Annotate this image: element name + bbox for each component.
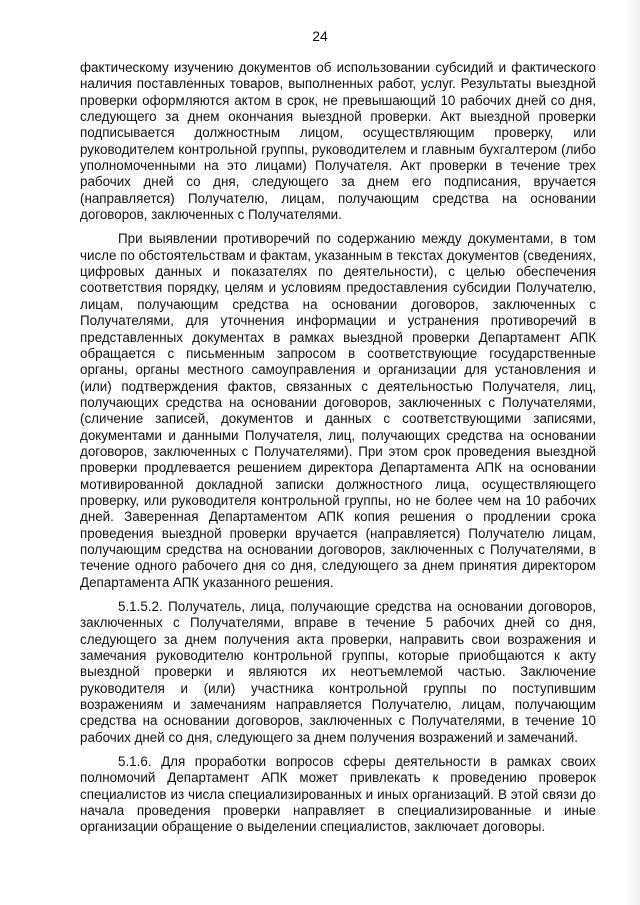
paragraph: 5.1.5.2. Получатель, лица, получающие средства на основании договоров, заключенных с Получателями, вправе в течение 5 рабочих дней со дня, следующего за днем получения акта проверки, направить свои возражения и замечания руководителю контрольной группы, которые приобщаются к акту выездной проверки и являются их неотъемлемой частью. Заключение руководителя и (или) участника контрольной группы по поступившим возражениям и замечаниям направляется Получателю, лицам, получающим средства на основании договоров, заключенных с Получателями, в течение 10 рабочих дней со дня, следующего за днем получения возражений и замечаний. (80, 599, 596, 745)
scan-edge (626, 0, 640, 905)
paragraph: 5.1.6. Для проработки вопросов сферы деятельности в рамках своих полномочий Департамент АПК может привлекать к проведению проверок специалистов из числа специализированных и иных организаций. В этой связи до начала проведения проверки направляет в специализированные и иные организации обращение о выделении специалистов, заключает договоры. (80, 754, 596, 835)
paragraph: При выявлении противоречий по содержанию между документами, в том числе по обстоятельствам и фактам, указанным в текстах документов (сведениях, цифровых данных и показателях по деятельности), с целью обеспечения соответствия порядку, целям и условиям предоставления субсидии Получателю, лицам, получающим средства на основании договоров, заключенных с Получателями, для уточнения информации и устранения противоречий в представленных документах в рамках выездной проверки Департамент АПК обращается с письменным запросом в соответствующие государственные органы, органы местного самоуправления и организации для установления и (или) подтверждения фактов, связанных с деятельностью Получателя, лиц, получающих средства на основании договоров, заключенных с Получателями, (сличение записей, документов и данных с соответствующими записями, документами и данными Получателя, лиц, получающих средства на основании договоров, заключенных с Получателями). При этом срок проведения выездной проверки продлевается решением директора Департамента АПК на основании мотивированной докладной записки должностного лица, осуществляющего проверку, или руководителя контрольной группы, но не более чем на 10 рабочих дней. Заверенная Департаментом АПК копия решения о продлении срока проведения выездной проверки вручается (направляется) Получателю лицам, получающим средства на основании договоров, заключенных с Получателями, в течение одного рабочего дня со дня, следующего за днем принятия директором Департамента АПК указанного решения. (80, 231, 596, 590)
paragraph: фактическому изучению документов об использовании субсидий и фактического наличия поставленных товаров, выполненных работ, услуг. Результаты выездной проверки оформляются актом в срок, не превышающий 10 рабочих дней со дня, следующего за днем окончания выездной проверки. Акт выездной проверки подписывается должностным лицом, осуществляющим проверку, или руководителем контрольной группы, руководителем и главным бухгалтером (либо уполномоченными на это лицами) Получателя. Акт проверки в течение трех рабочих дней со дня, следующего за днем его подписания, вручается (направляется) Получателю, лицам, получающим средства на основании договоров, заключенных с Получателями. (80, 60, 596, 223)
page-number: 24 (312, 28, 328, 44)
document-body (80, 60, 596, 844)
